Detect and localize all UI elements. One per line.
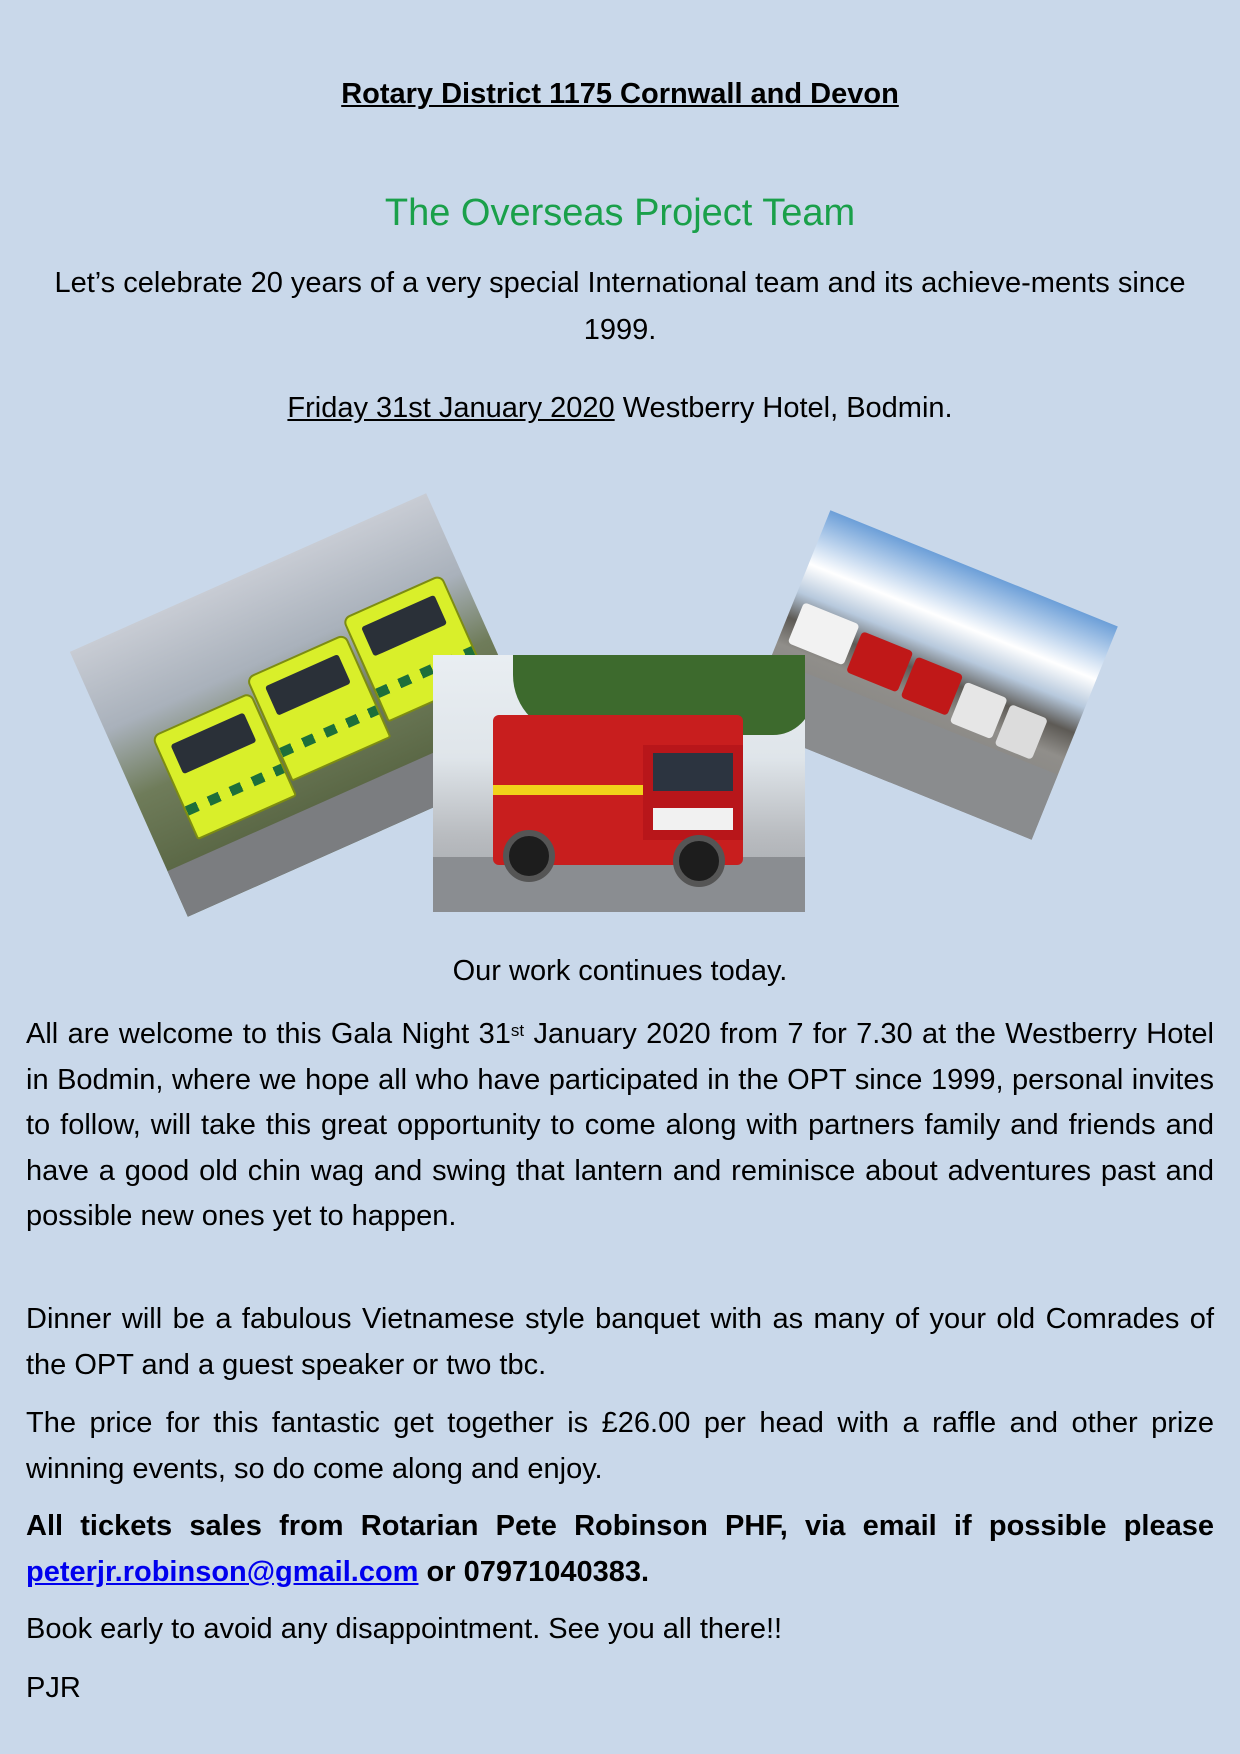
signature-initials: PJR	[26, 1672, 81, 1704]
event-venue: Westberry Hotel, Bodmin.	[614, 392, 953, 424]
fire-engine-photo	[433, 655, 805, 912]
road	[433, 857, 805, 912]
photo-caption: Our work continues today.	[452, 955, 788, 987]
dinner-paragraph: Dinner will be a fabulous Vietnamese style banquet with as many of your old Comrades of the OPT and a guest speaker or two tbc.	[26, 1303, 1214, 1381]
event-date: Friday 31st January 2020	[287, 392, 615, 424]
fire-truck	[900, 656, 963, 716]
wheel	[673, 835, 725, 887]
team-title: The Overseas Project Team	[384, 192, 856, 234]
tickets-text: All tickets sales from Rotarian Pete Robinson PHF, via email if possible please	[26, 1510, 1214, 1542]
price-paragraph: The price for this fantastic get together is £26.00 per head with a raffle and other prize winning events, so do come along and enjoy.	[26, 1407, 1214, 1485]
event-date-line	[0, 392, 1240, 425]
ordinal-suffix: st	[510, 1021, 525, 1040]
email-link[interactable]: peterjr.robinson@gmail.com	[26, 1555, 419, 1588]
intro-text: Let’s celebrate 20 years of a very special International team and its achieve-ments since 1999.	[54, 267, 1186, 346]
fire-truck	[846, 631, 913, 692]
gala-night-paragraph	[26, 1012, 1214, 1240]
tickets-paragraph	[26, 1504, 1214, 1595]
gala-text-start: All are welcome to this Gala Night 31	[26, 1018, 511, 1050]
wheel	[503, 830, 555, 882]
gala-text-rest: January 2020 from 7 for 7.30 at the Westberry Hotel in Bodmin, where we hope all who have participated in the OPT since 1999, personal invites to follow, will take this great opportunity to come along with partners family and friends and have a good old chin wag and swing that lantern and reminisce about adventures past and possible new ones yet to happen.	[26, 1018, 1214, 1232]
district-heading: Rotary District 1175 Cornwall and Devon	[341, 78, 899, 110]
book-early-paragraph: Book early to avoid any disappointment. See you all there!!	[26, 1613, 783, 1645]
phone-text: or 07971040383.	[418, 1555, 650, 1588]
